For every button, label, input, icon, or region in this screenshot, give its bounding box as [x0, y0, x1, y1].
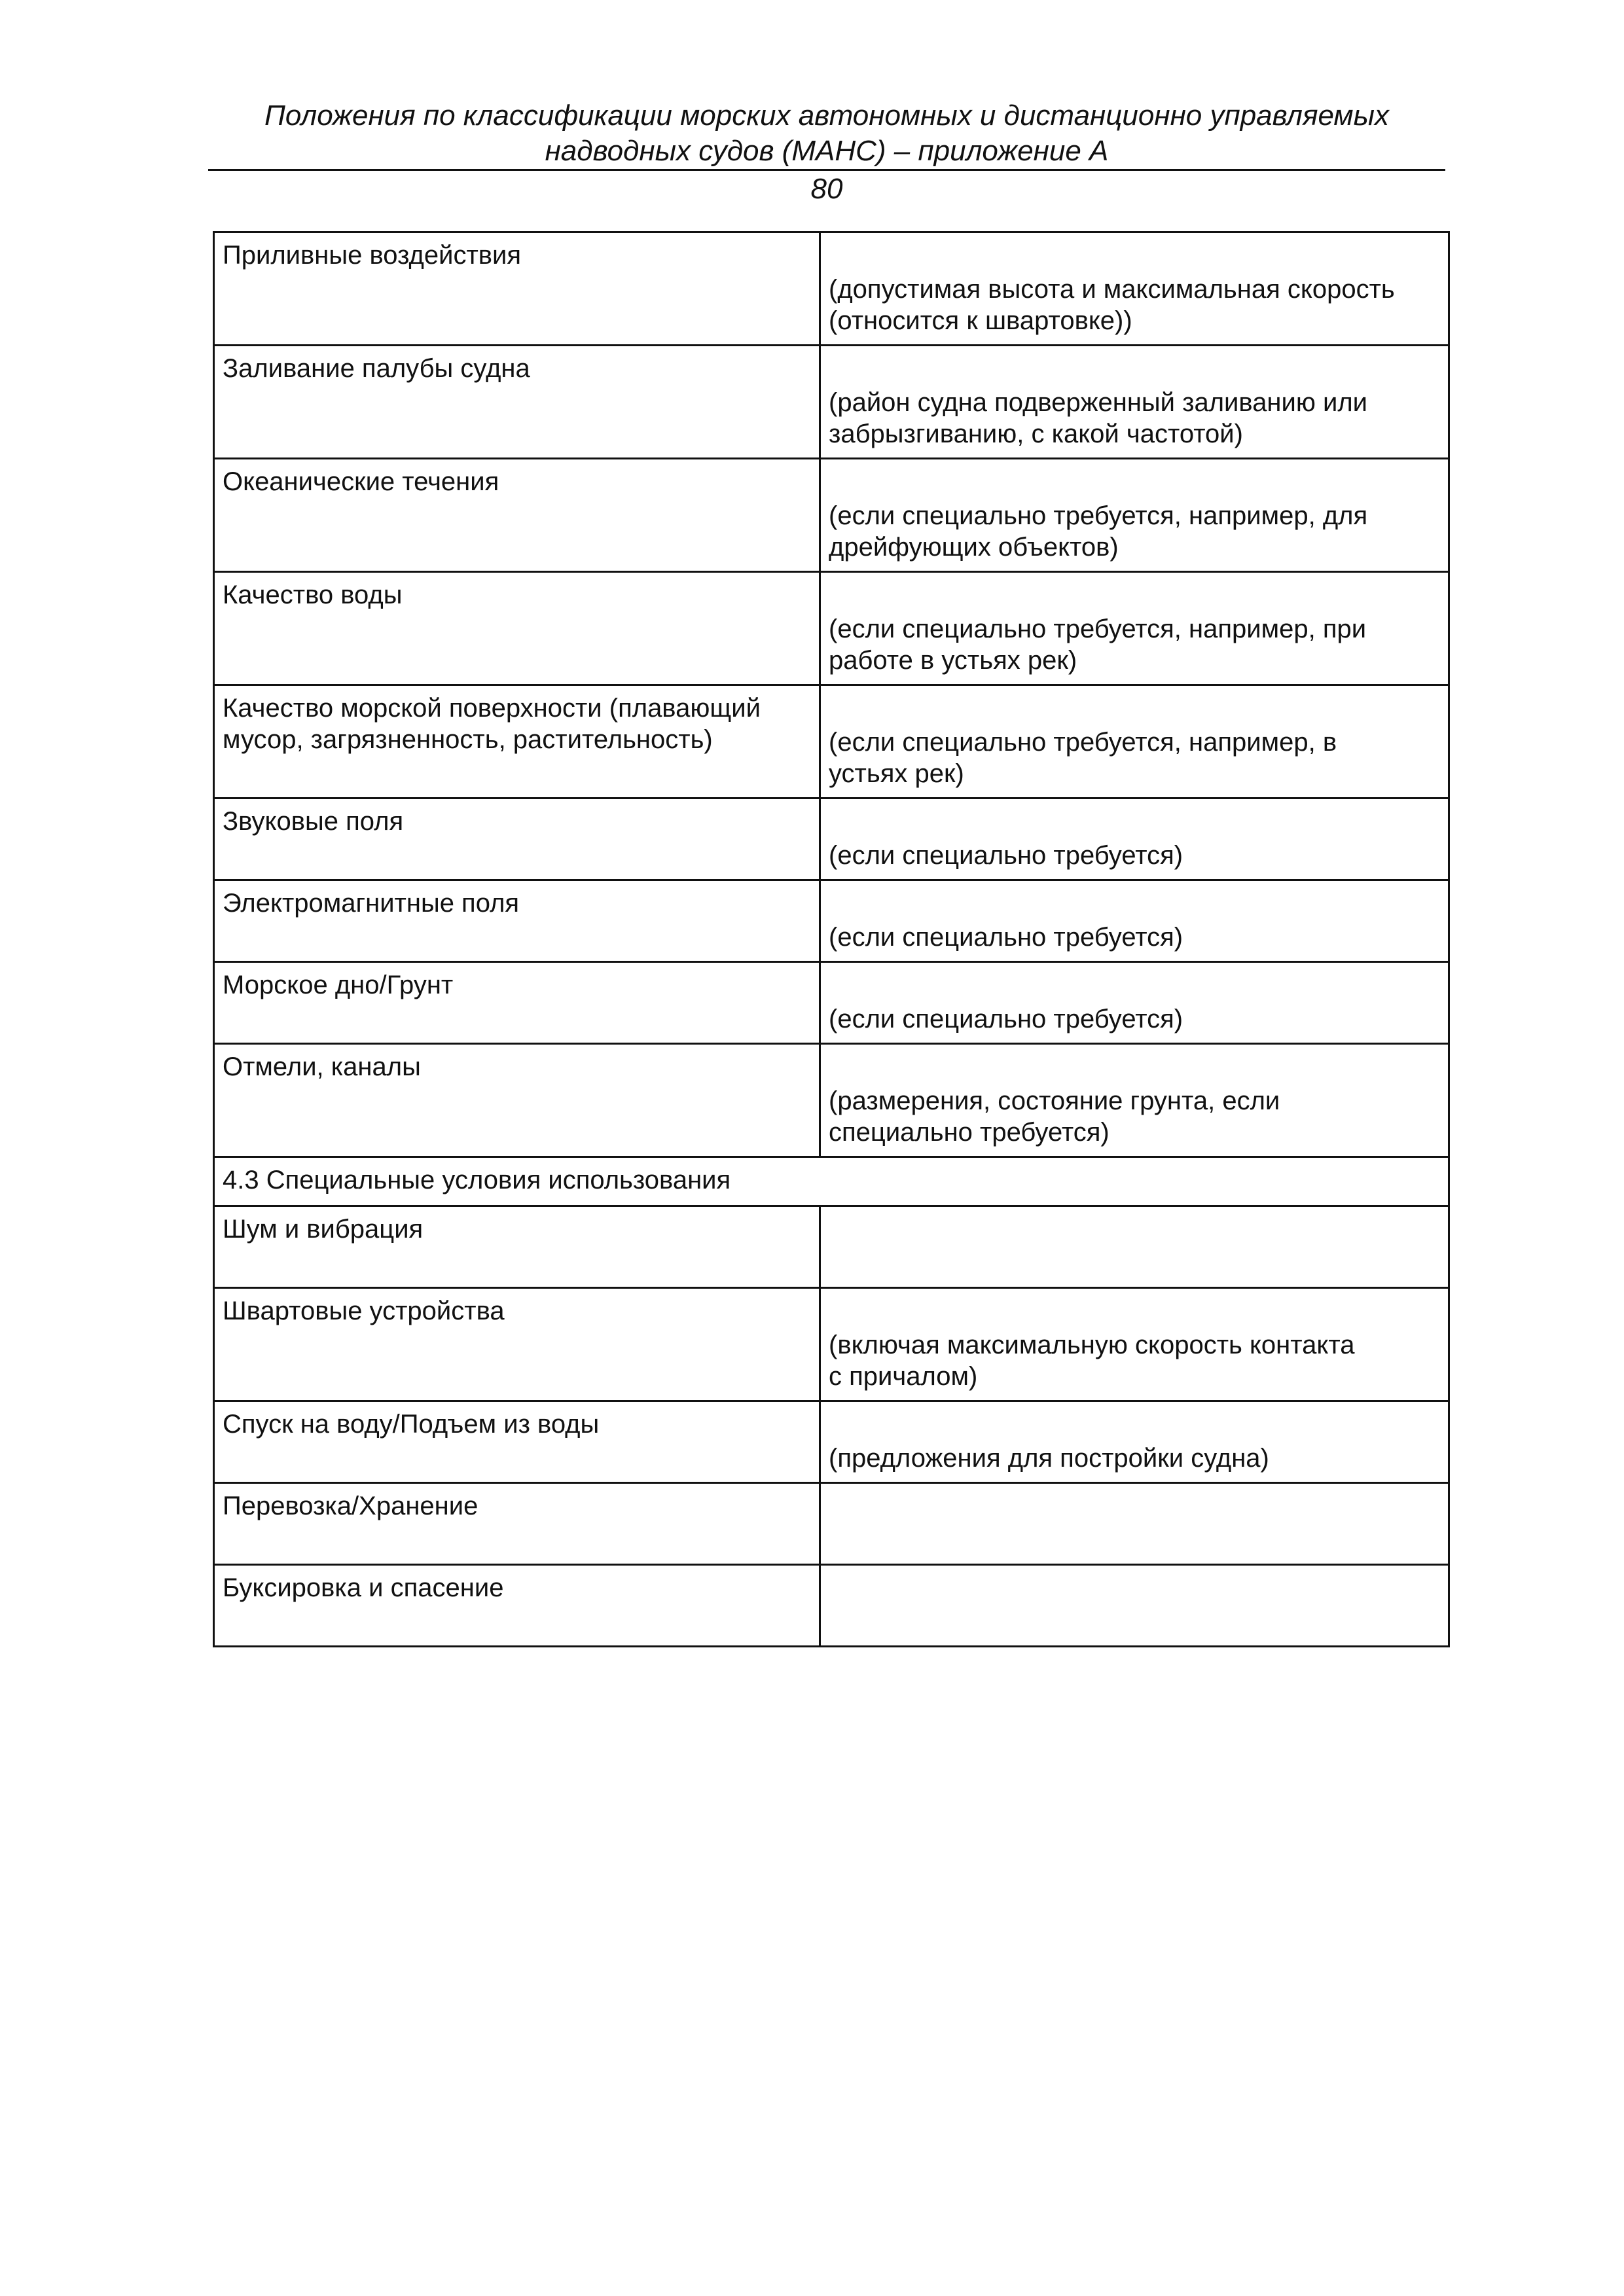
- table-row: [214, 1565, 1449, 1647]
- row-note: [820, 962, 1449, 1044]
- row-note: [820, 1483, 1449, 1565]
- row-label: [214, 880, 820, 962]
- row-note: [820, 1401, 1449, 1483]
- row-label: [214, 232, 820, 346]
- row-label-text: Океанические течения: [223, 467, 499, 496]
- row-label-text: Буксировка и спасение: [223, 1573, 504, 1602]
- table-row: [214, 962, 1449, 1044]
- row-label-text: Приливные воздействия: [223, 241, 522, 270]
- row-note: [820, 1288, 1449, 1401]
- row-label: [214, 962, 820, 1044]
- row-note-text: работе в устьях рек): [829, 646, 1077, 675]
- row-label-text: Шум и вибрация: [223, 1215, 424, 1244]
- row-label-text: Заливание палубы судна: [223, 354, 530, 383]
- row-note: [820, 798, 1449, 880]
- row-label-text: Швартовые устройства: [223, 1297, 505, 1325]
- row-note-text: (включая максимальную скорость контакта: [829, 1331, 1355, 1359]
- row-label-text: Морское дно/Грунт: [223, 971, 454, 999]
- row-label: [214, 459, 820, 572]
- conditions-table: [213, 231, 1450, 1647]
- table-row: [214, 1206, 1449, 1288]
- document-header: [208, 98, 1445, 169]
- row-label: [214, 572, 820, 685]
- row-label-text: Спуск на воду/Подъем из воды: [223, 1410, 600, 1439]
- section-heading-row: [214, 1157, 1449, 1206]
- section-heading: 4.3 Специальные условия использования: [214, 1157, 1449, 1206]
- row-note: [820, 1044, 1449, 1157]
- row-label-text: Электромагнитные поля: [223, 889, 520, 918]
- row-label: [214, 346, 820, 459]
- table-row: [214, 232, 1449, 346]
- row-note-text: дрейфующих объектов): [829, 533, 1119, 562]
- table-row: [214, 1483, 1449, 1565]
- row-note: [820, 1565, 1449, 1647]
- row-label: [214, 1565, 820, 1647]
- row-label: [214, 685, 820, 798]
- row-note-text: (район судна подверженный заливанию или: [829, 388, 1368, 417]
- row-note-text: (если специально требуется): [829, 923, 1183, 952]
- row-label-text: Отмели, каналы: [223, 1052, 421, 1081]
- table-row: [214, 1401, 1449, 1483]
- header-title-line-1: Положения по классификации морских автономных и дистанционно управляемых: [264, 99, 1389, 132]
- table-row: [214, 798, 1449, 880]
- table-row: [214, 346, 1449, 459]
- table-row: [214, 459, 1449, 572]
- row-note-text: устьях рек): [829, 759, 964, 788]
- row-note-text: забрызгиванию, с какой частотой): [829, 420, 1243, 448]
- row-note-text: (если специально требуется, например, в: [829, 728, 1337, 757]
- row-label-text: Звуковые поля: [223, 807, 404, 836]
- row-note-text: (размерения, состояние грунта, если: [829, 1086, 1280, 1115]
- row-note-text: (допустимая высота и максимальная скорость: [829, 275, 1395, 304]
- row-label: [214, 1483, 820, 1565]
- row-note-text: с причалом): [829, 1362, 978, 1391]
- table-row: [214, 1044, 1449, 1157]
- row-note-text: (если специально требуется, например, при: [829, 615, 1367, 643]
- row-note-text: (если специально требуется, например, для: [829, 501, 1368, 530]
- row-note-text: (если специально требуется): [829, 1005, 1183, 1033]
- table-row: [214, 1288, 1449, 1401]
- table-row: [214, 880, 1449, 962]
- row-label-text: Перевозка/Хранение: [223, 1492, 478, 1520]
- row-note: [820, 880, 1449, 962]
- row-label-text: мусор, загрязненность, растительность): [223, 725, 713, 754]
- table-row: [214, 685, 1449, 798]
- row-label: [214, 798, 820, 880]
- row-note-text: (предложения для постройки судна): [829, 1444, 1269, 1473]
- page-number: 80: [810, 173, 843, 205]
- row-label: [214, 1206, 820, 1288]
- row-label-text: Качество воды: [223, 581, 403, 609]
- row-note: [820, 572, 1449, 685]
- row-note-text: специально требуется): [829, 1118, 1110, 1147]
- row-label-text: Качество морской поверхности (плавающий: [223, 694, 761, 723]
- header-title-line-2: надводных судов (МАНС) – приложение А: [545, 135, 1109, 167]
- row-note: [820, 459, 1449, 572]
- row-note: [820, 1206, 1449, 1288]
- row-note-text: (если специально требуется): [829, 841, 1183, 870]
- row-note: [820, 232, 1449, 346]
- table-row: [214, 572, 1449, 685]
- row-label: [214, 1288, 820, 1401]
- row-note: [820, 685, 1449, 798]
- row-label: [214, 1044, 820, 1157]
- row-note-text: (относится к швартовке)): [829, 306, 1132, 335]
- row-note: [820, 346, 1449, 459]
- header-divider: [208, 169, 1445, 171]
- row-label: [214, 1401, 820, 1483]
